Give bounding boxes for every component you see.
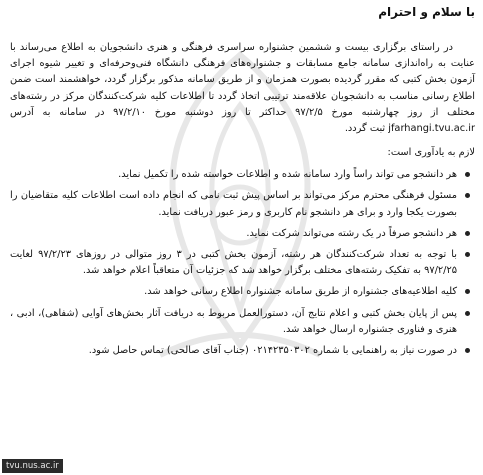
bullet-icon	[465, 172, 470, 177]
intro-text: در راستای برگزاری بیست و ششمین جشنواره سراسری فرهنگی و هنری دانشجویان به اطلاع می‌رساند با عنایت به راه‌اندازی سامانه جامع مسابقات و جشنواره‌های فرهنگی دانشگاه فنی‌وحرفه‌ای و تغییر شیوه اجرای آزمون بخش کتبی که مقرر گردیده بصورت همزمان و از طریق سامانه مذکور برگزار گردد، خواهشمند است ضمن اطلاع رسانی مناسب به دانشجویان علاقه‌مند ترتیبی اتخاذ گردد تا اطلاعات کلیه شرکت‌کنندگان مرکز در رشته‌های مختلف از روز چهارشنبه مورخ ۹۷/۲/۵ حداکثر تا روز دوشنبه مورخ ۹۷/۲/۱۰ در سامانه به آدرس	[10, 42, 475, 118]
source-badge: tvu.nus.ac.ir	[2, 459, 63, 473]
list-item: در صورت نیاز به راهنمایی با شماره ۰۲۱۴۲۳۵۰۳۰۲ (جناب آقای صالحی) تماس حاصل شود.	[10, 343, 475, 359]
greeting: با سلام و احترام	[378, 5, 475, 19]
list-item: مسئول فرهنگی محترم مرکز می‌تواند بر اساس پیش ثبت نامی که انجام داده است اطلاعات کلیه متقاضیان را بصورت یکجا وارد و برای هر دانشجو نام کاربری و رمز عبور دریافت نماید.	[10, 188, 475, 220]
bullet-icon	[465, 289, 470, 294]
list-item: با توجه به تعداد شرکت‌کنندگان هر رشته، آزمون بخش کتبی در ۳ روز متوالی در روزهای ۹۷/۲/۲۳ لغایت ۹۷/۲/۲۵ به تفکیک رشته‌های مختلف برگزار خواهد شد که جزئیات آن متعاقباً اعلام خواهد شد.	[10, 247, 475, 279]
list-item: هر دانشجو می تواند راساً وارد سامانه شده و اطلاعات خواسته شده را تکمیل نماید.	[10, 167, 475, 183]
notes-heading: لازم به یادآوری است:	[387, 147, 475, 159]
list-item: هر دانشجو صرفاً در یک رشته می‌تواند شرکت نماید.	[10, 226, 475, 242]
bullet-icon	[465, 231, 470, 236]
list-item: پس از پایان بخش کتبی و اعلام نتایج آن، دستورالعمل مربوط به دریافت آثار بخش‌های آوایی (شفاهی)، ادبی ، هنری و فناوری جشنواره ارسال خواهد شد.	[10, 306, 475, 338]
list-item: کلیه اطلاعیه‌های جشنواره از طریق سامانه جشنواره اطلاع رسانی خواهد شد.	[10, 284, 475, 300]
bullet-icon	[465, 348, 470, 353]
bullet-icon	[465, 193, 470, 198]
website-address: jfarhangi.tvu.ac.ir	[388, 123, 475, 135]
intro-paragraph	[10, 40, 475, 137]
intro-text-end: ثبت گردد.	[344, 123, 386, 135]
notes-list	[10, 167, 475, 359]
bullet-icon	[465, 311, 470, 316]
bullet-icon	[465, 252, 470, 257]
